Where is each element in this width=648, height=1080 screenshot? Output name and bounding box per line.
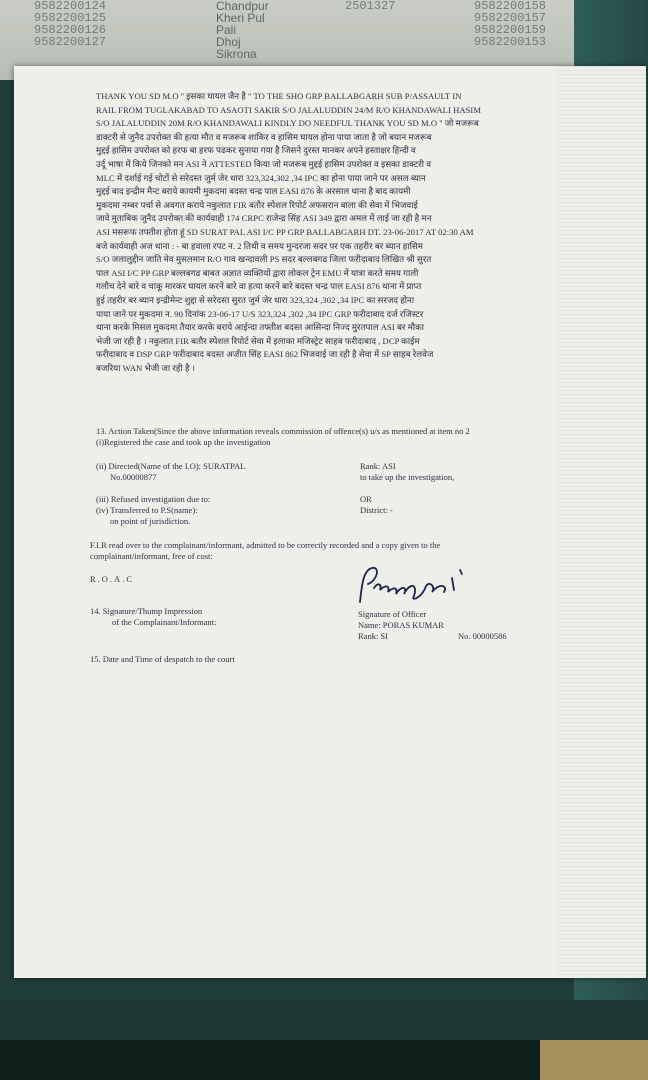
- statement-line: थाना करके मिसल मुकदमा तैयार करके बराये आईन्दा तफ्तीश बदस्त आसिन्दा निज्द मुरतपाल ASI बर मौका: [96, 322, 424, 333]
- statement-line: गलौच देने बारे व चाकू मारकर घायल करने बारे वा हत्या करने बारे बदस्त चन्द्र पाल EASI 876 थाना में प्राप्त: [96, 281, 422, 292]
- background-text-col1-1: 9582200125: [34, 11, 107, 25]
- officer-signature-label: Signature of Officer: [358, 609, 427, 619]
- officer-signature-image: [352, 562, 512, 608]
- officer-block: [358, 609, 444, 642]
- jurisdiction-line: on point of jurisdiction.: [110, 516, 191, 526]
- transferred-line: (iv) Transferred to P.S(name):: [96, 505, 198, 515]
- statement-line: ASI मसरूफ तफ्तीश होता हूं SD SURAT PAL ASI I/C PP GRP BALLABGARH DT. 23-06-2017 AT 02:30 AM: [96, 226, 474, 237]
- background-text-col2-1: Kheri Pul: [216, 11, 265, 25]
- fir-document-page: [14, 66, 646, 978]
- fir-statement-paragraph: [96, 90, 552, 375]
- refused-line: (iii) Refused investigation due to:: [96, 494, 211, 504]
- background-text-col2-2: Pali: [216, 23, 237, 37]
- background-phone-column: [34, 0, 106, 48]
- take-up-line: to take up the investigation,: [360, 472, 455, 482]
- statement-line: MLC में दर्शाई गई चोटों से सरेदस्त जुर्म जेर धारा 323,324,302 ,34 IPC का होना पाया जाने पर असल ब्यान: [96, 172, 426, 183]
- background-text-col1-2: 9582200126: [34, 23, 107, 37]
- or-district-block: [360, 494, 393, 516]
- statement-line: मुद्दई हासिम उपरोक्त को हरफ बा हरफ पढकर सुनाया गया है जिसने दुरस्त मानकर अपने हस्ताक्षर हिन्दी व: [96, 145, 416, 156]
- despatch-date-label: 15. Date and Time of despatch to the court: [90, 654, 235, 664]
- s14-label2: of the Complainant/Informant:: [112, 617, 217, 627]
- io-number: No.00000877: [110, 472, 157, 482]
- fir-read-over: [90, 540, 550, 562]
- officer-name: Name: PORAS KUMAR: [358, 620, 444, 630]
- background-text-col4-3: 9582200153: [474, 35, 547, 49]
- background-text-col1-0: 9582200124: [34, 0, 107, 13]
- s14-label: 14. Signature/Thump Impression: [90, 606, 203, 616]
- background-text-col1-3: 9582200127: [34, 35, 107, 49]
- statement-line: भेजी जा रही है । नकुलात FIR बतौर स्पेशल रिपोर्ट सेवा में इलाका मजिस्ट्रेट साहब फरीदाबाद , DCP काईम: [96, 335, 420, 346]
- background-phone-column-right: [474, 0, 546, 48]
- background-text-col2-0: Chandpur: [216, 0, 269, 13]
- statement-line: पाल ASI I/C PP GRP बल्लबगढ बाबत अज्ञात व्यक्तियों द्वारा लोकल ट्रेन EMU में यात्रा करते समय गाली: [96, 267, 419, 278]
- registered-line: (i)Registered the case and took up the investigation: [96, 437, 271, 447]
- statement-line: फरीदाबाद व DSP GRP फरीदाबाद बदस्त अजीत सिंह EASI 862 भिजवाई जा रही है सेवा में SP साहब रेलवेज: [96, 349, 434, 360]
- background-text-col2-4: Sikrona: [216, 47, 257, 61]
- statement-line: RAIL FROM TUGLAKABAD TO ASAOTI SAKIR S/O JALALUDDIN 24/M R/O KHANDAWALI HASIM: [96, 104, 482, 115]
- statement-line: उर्दू भाषा में किये जिनको मन ASI ने ATTESTED किया जो मजरूब मुद्दई हासिम उपरोक्त व इसका डाक्टरी व: [96, 158, 432, 169]
- statement-line: बजे कार्यवाही अज थाना : - बा हवाला रपट न. 2 तिथी व समय मुन्दरजा सदर पर एक तहरीर बर ब्यान हासिम: [96, 240, 423, 251]
- fir-read-line1: F.I.R read over to the complainant/informant, admitted to be correctly recorded and a copy given to the: [90, 540, 441, 550]
- statement-line: THANK YOU SD M.O '' इसका घायल जैन है '' TO THE SHO GRP BALLABGARH SUB P/ASSAULT IN: [96, 91, 462, 101]
- statement-line: बजरिया WAN भेजी जा रही है ।: [96, 362, 196, 373]
- officer-rank: Rank: SI: [358, 631, 388, 641]
- statement-line: जावे मुताबिक जुनैद उपरोक्त की कार्यवाही 174 CRPC राजेन्द्र सिंह ASI 349 द्वारा अमल में लाई जा रही है मन: [96, 213, 432, 224]
- background-place-column: [216, 0, 269, 60]
- refused-block: [96, 494, 210, 527]
- statement-line: S/O JALALUDDIN 20M R/O KHANDAWALI KINDLY DO NEEDFUL THANK YOU SD M.O '' जो मजरूब: [96, 118, 479, 129]
- district-label: District: -: [360, 505, 393, 515]
- background-text-col4-2: 9582200159: [474, 23, 547, 37]
- statement-line: मुकदमा नम्बर पर्चा से अवगत कराये नकुलात FIR बतौर स्पेशल रिपोर्ट अफसरान बाला की सेवा में भिजवाई: [96, 199, 418, 210]
- background-text-col3-0: 2501327: [345, 0, 396, 13]
- action-taken-heading: 13. Action Taken(Since the above information reveals commission of offence(s) u/s as mentioned at item no 2: [96, 426, 470, 436]
- officer-number: No. 00000586: [458, 631, 507, 641]
- io-directed: [96, 461, 245, 483]
- io-rank: Rank: ASI: [360, 461, 396, 471]
- background-text-col4-1: 9582200157: [474, 11, 547, 25]
- background-text-col4-0: 9582200158: [474, 0, 547, 13]
- io-directed-name: (ii) Directed(Name of the I.O): SURATPAL: [96, 461, 246, 471]
- background-floor: [540, 1040, 648, 1080]
- statement-line: पाया जाने पर मुकदमा न. 90 दिनांक 23-06-17 U/S 323,324 ,302 ,34 IPC GRP फरीदाबाद दर्ज रजिस्टर: [96, 308, 424, 319]
- statement-line: मुद्दई बाद इन्द्रीम मैन्ट बराये कायमी मुकदमा बदस्त चन्द्र पाल EASI 876 के अरसाल थाना है बाद कायमी: [96, 186, 411, 197]
- roac-label: R.O.A.C: [90, 574, 134, 584]
- fir-read-line2: complainant/informant, free of cost:: [90, 551, 213, 561]
- action-taken-section: [96, 426, 470, 448]
- statement-line: हुई तहरीर बर ब्यान इन्द्रीमेन्ट शुद्दा से सरेदस्त सुरत जुर्म जेर धारा 323,324 ,302 ,34 IPC का सरजद होना: [96, 294, 415, 305]
- complainant-signature-label: [90, 606, 216, 628]
- background-number-column: [345, 0, 395, 12]
- statement-line: डाक्टरी से जुनैद उपरोक्त की हत्या मौत व मजरूब शाकिर व हासिम घायल होना पाया जाता है जो बयान मजरूब: [96, 131, 432, 142]
- io-rank-block: [360, 461, 454, 483]
- statement-line: S/O जलालुद्दीन जाति मेव मुसलमान R/O गाव खन्दावली PS सदर बल्लबगढ जिला फरीदाबाद लिखित श्री सुरत: [96, 254, 432, 265]
- background-text-col2-3: Dhoj: [216, 35, 241, 49]
- or-label: OR: [360, 494, 372, 504]
